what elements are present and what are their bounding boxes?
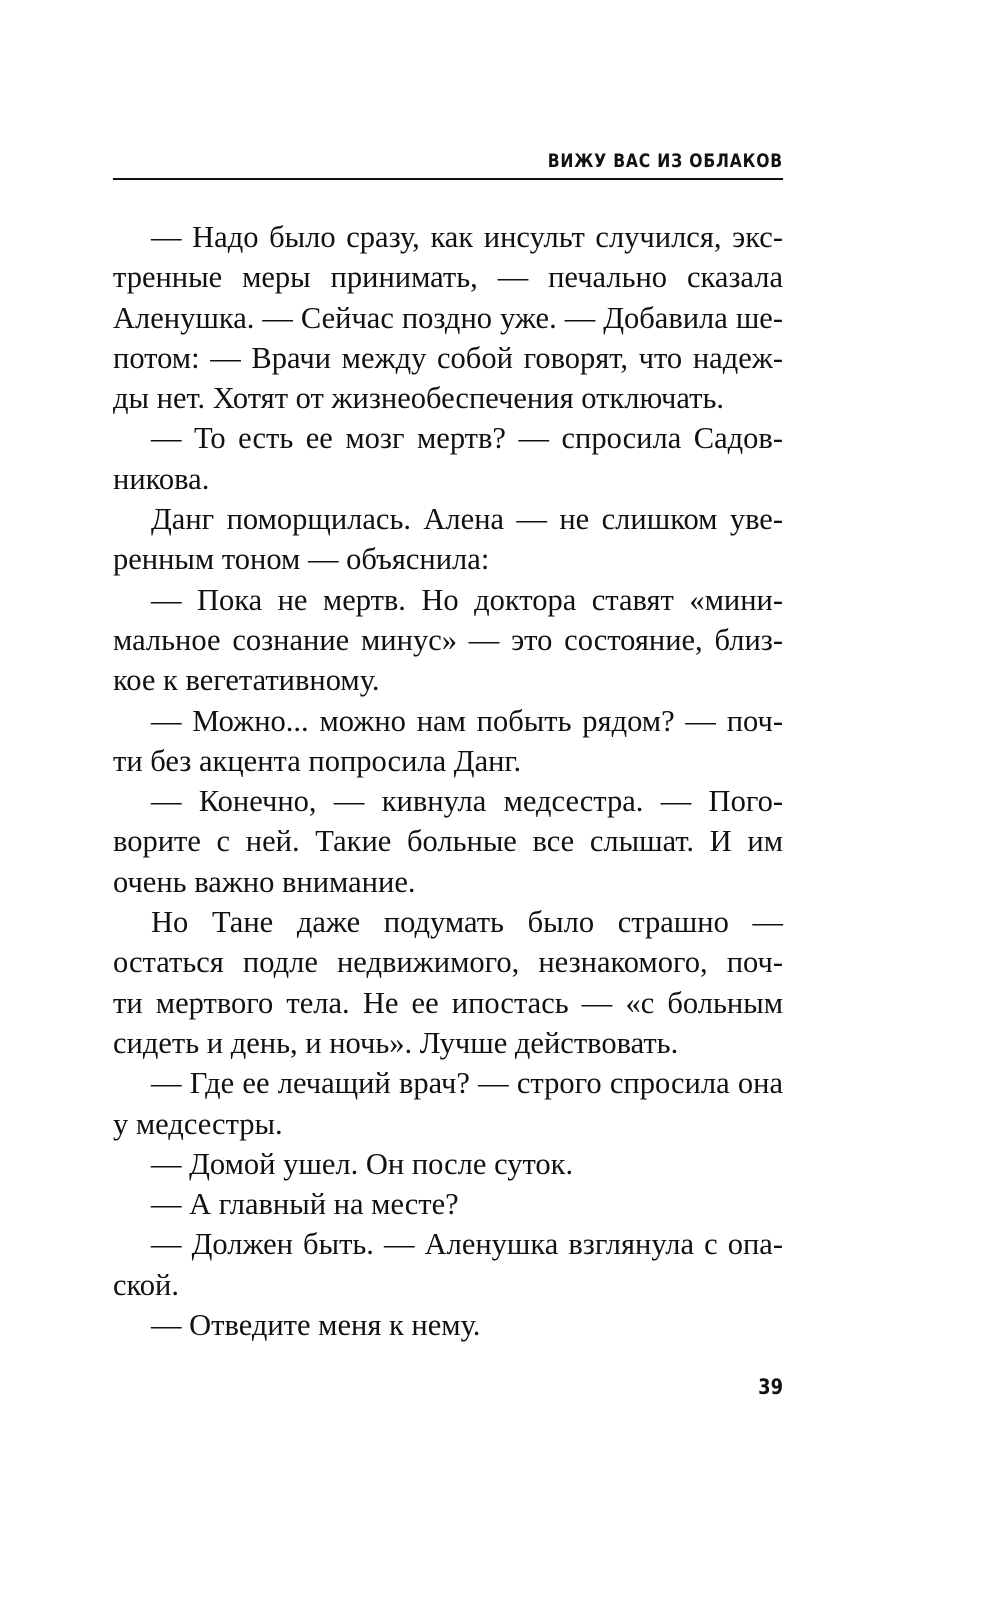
text-line: ренным тоном — объяснила: <box>113 542 490 577</box>
text-line: — То есть ее мозг мертв? — спросила Садов- <box>151 421 783 456</box>
text-line: — Надо было сразу, как инсульт случился, экс- <box>151 220 783 254</box>
text-line: ти без акцента попросила Данг. <box>113 743 522 778</box>
text-line: тренные меры принимать, — печально сказала <box>113 260 783 295</box>
text-line: сидеть и день, и ночь». Лучше действовать. <box>113 1025 679 1060</box>
text-line: ти мертвого тела. Не ее ипостась — «с больным <box>113 985 783 1020</box>
text-line: кое к вегетативному. <box>113 663 380 698</box>
text-line: — Можно... можно нам побыть рядом? — поч- <box>151 703 783 738</box>
text-line: никова. <box>113 461 210 496</box>
text-line: — Где ее лечащий врач? — строго спросила она <box>151 1066 783 1101</box>
text-line: остаться подле недвижимого, незнакомого, поч- <box>113 945 783 980</box>
text-line: Данг поморщилась. Алена — не слишком уве- <box>151 502 783 537</box>
text-line: Аленушка. — Сейчас поздно уже. — Добавила ше- <box>113 300 783 335</box>
text-line: у медсестры. <box>113 1106 283 1141</box>
text-line: — Пока не мертв. Но доктора ставят «мини- <box>151 582 783 617</box>
text-line: — А главный на месте? <box>151 1187 459 1222</box>
text-line: мальное сознание минус» — это состояние, близ- <box>113 622 783 657</box>
text-line: ды нет. Хотят от жизнеобеспечения отключать. <box>113 381 725 416</box>
text-line: — Конечно, — кивнула медсестра. — Пого- <box>151 784 783 819</box>
text-line: — Должен быть. — Аленушка взглянула с опа- <box>151 1227 783 1262</box>
text-line: — Домой ушел. Он после суток. <box>151 1146 574 1181</box>
text-line: Но Тане даже подумать было страшно — <box>151 905 783 940</box>
text-line: ской. <box>113 1267 180 1302</box>
text-line: очень важно внимание. <box>113 864 416 899</box>
page-number: 39 <box>758 1375 783 1399</box>
running-head: ВИЖУ ВАС ИЗ ОБЛАКОВ <box>547 150 783 172</box>
text-line: — Отведите меня к нему. <box>151 1308 481 1343</box>
page-body <box>113 217 783 1345</box>
text-line: ворите с ней. Такие больные все слышат. И им <box>113 824 783 859</box>
text-line: потом: — Врачи между собой говорят, что надеж- <box>113 340 783 375</box>
header-rule <box>113 178 783 180</box>
